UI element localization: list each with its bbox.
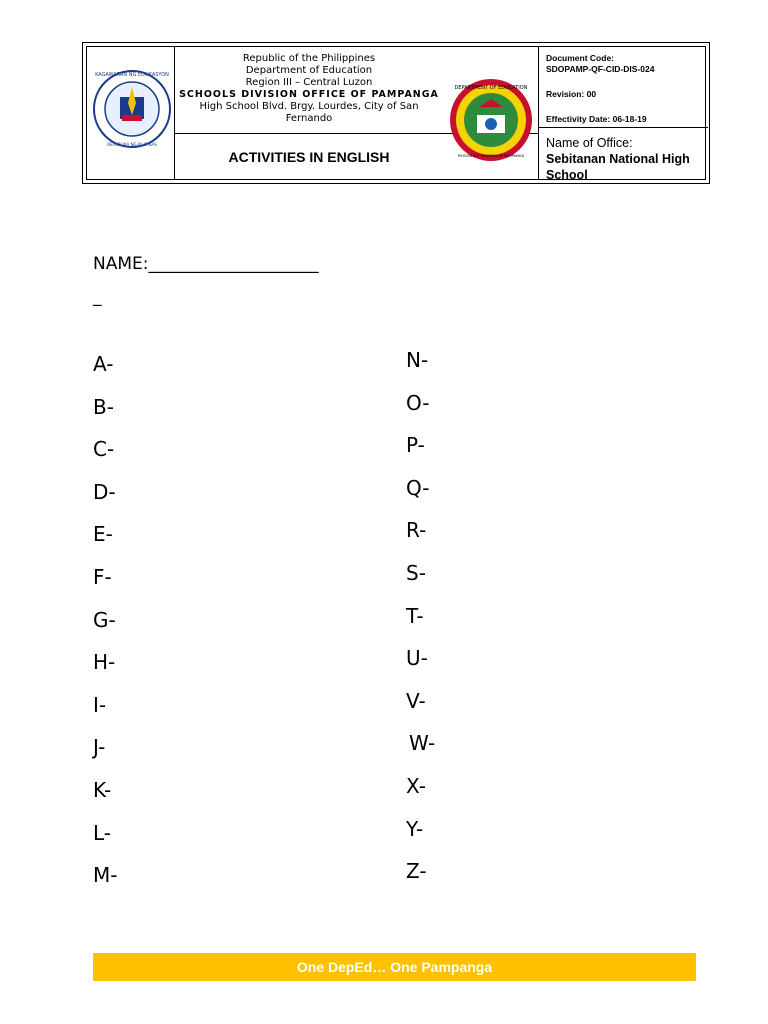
office-label: Name of Office:: [546, 136, 633, 150]
doc-code-label: Document Code:: [546, 53, 614, 63]
seal-text: KAGAWARAN NG EDUKASYON: [95, 72, 169, 78]
divider: [538, 47, 539, 179]
list-item: K-: [93, 777, 112, 802]
list-item: V-: [406, 688, 426, 713]
list-item: P-: [406, 433, 425, 458]
divider: [174, 47, 175, 179]
seal-bottom-text: REGION III • DIVISION OF PAMPANGA: [457, 154, 525, 158]
agency-info: [176, 53, 442, 133]
list-item: Z-: [406, 859, 427, 884]
list-item: H-: [93, 650, 116, 675]
document-info: [546, 53, 706, 125]
name-field[interactable]: NAME:____________________: [93, 254, 319, 274]
list-item: I-: [93, 692, 107, 717]
republic-line: Republic of the Philippines: [242, 53, 376, 64]
effectivity-date: Effectivity Date: 06-18-19: [546, 114, 647, 124]
division-line: SCHOOLS DIVISION OFFICE OF PAMPANGA: [179, 89, 439, 100]
list-item: F-: [93, 564, 112, 589]
office-name: Sebitanan National High School: [546, 152, 690, 182]
region-line: Region III – Central Luzon: [245, 77, 373, 88]
list-item: N-: [406, 348, 429, 372]
list-item: T-: [406, 603, 424, 628]
deped-seal-logo: [92, 57, 172, 163]
list-item: J-: [93, 735, 106, 760]
list-item: W-: [409, 731, 436, 756]
name-field-continuation: _: [93, 287, 102, 307]
list-item: E-: [93, 522, 113, 547]
list-item: X-: [406, 773, 426, 798]
list-item: Q-: [406, 475, 430, 500]
revision: Revision: 00: [546, 89, 597, 99]
department-line: Department of Education: [245, 65, 373, 76]
list-item: U-: [406, 646, 428, 671]
header-frame: [86, 46, 706, 180]
document-header: [82, 42, 710, 184]
seal-text: DEPARTMENT OF EDUCATION: [454, 85, 528, 91]
list-item: R-: [406, 518, 427, 543]
letter-list-left: [93, 352, 117, 906]
list-item: O-: [406, 390, 430, 415]
office-info: [546, 135, 706, 183]
address-line: High School Blvd. Brgy. Lourdes, City of San Fernando: [199, 101, 419, 124]
list-item: S-: [406, 560, 426, 585]
list-item: G-: [93, 607, 116, 632]
footer-banner: One DepEd… One Pampanga: [93, 953, 696, 981]
list-item: C-: [93, 437, 115, 462]
list-item: M-: [93, 863, 118, 888]
doc-code: SDOPAMP-QF-CID-DIS-024: [546, 64, 655, 74]
seal-bottom-text: REPUBLIKA NG PILIPINAS: [107, 142, 157, 147]
divider: [538, 127, 708, 128]
list-item: D-: [93, 479, 116, 504]
list-item: L-: [93, 820, 112, 845]
page-title: ACTIVITIES IN ENGLISH: [228, 149, 390, 165]
list-item: Y-: [406, 816, 424, 841]
list-item: B-: [93, 394, 114, 419]
letter-list-right: [406, 348, 435, 902]
list-item: A-: [93, 352, 114, 376]
division-seal-logo: [447, 77, 535, 163]
